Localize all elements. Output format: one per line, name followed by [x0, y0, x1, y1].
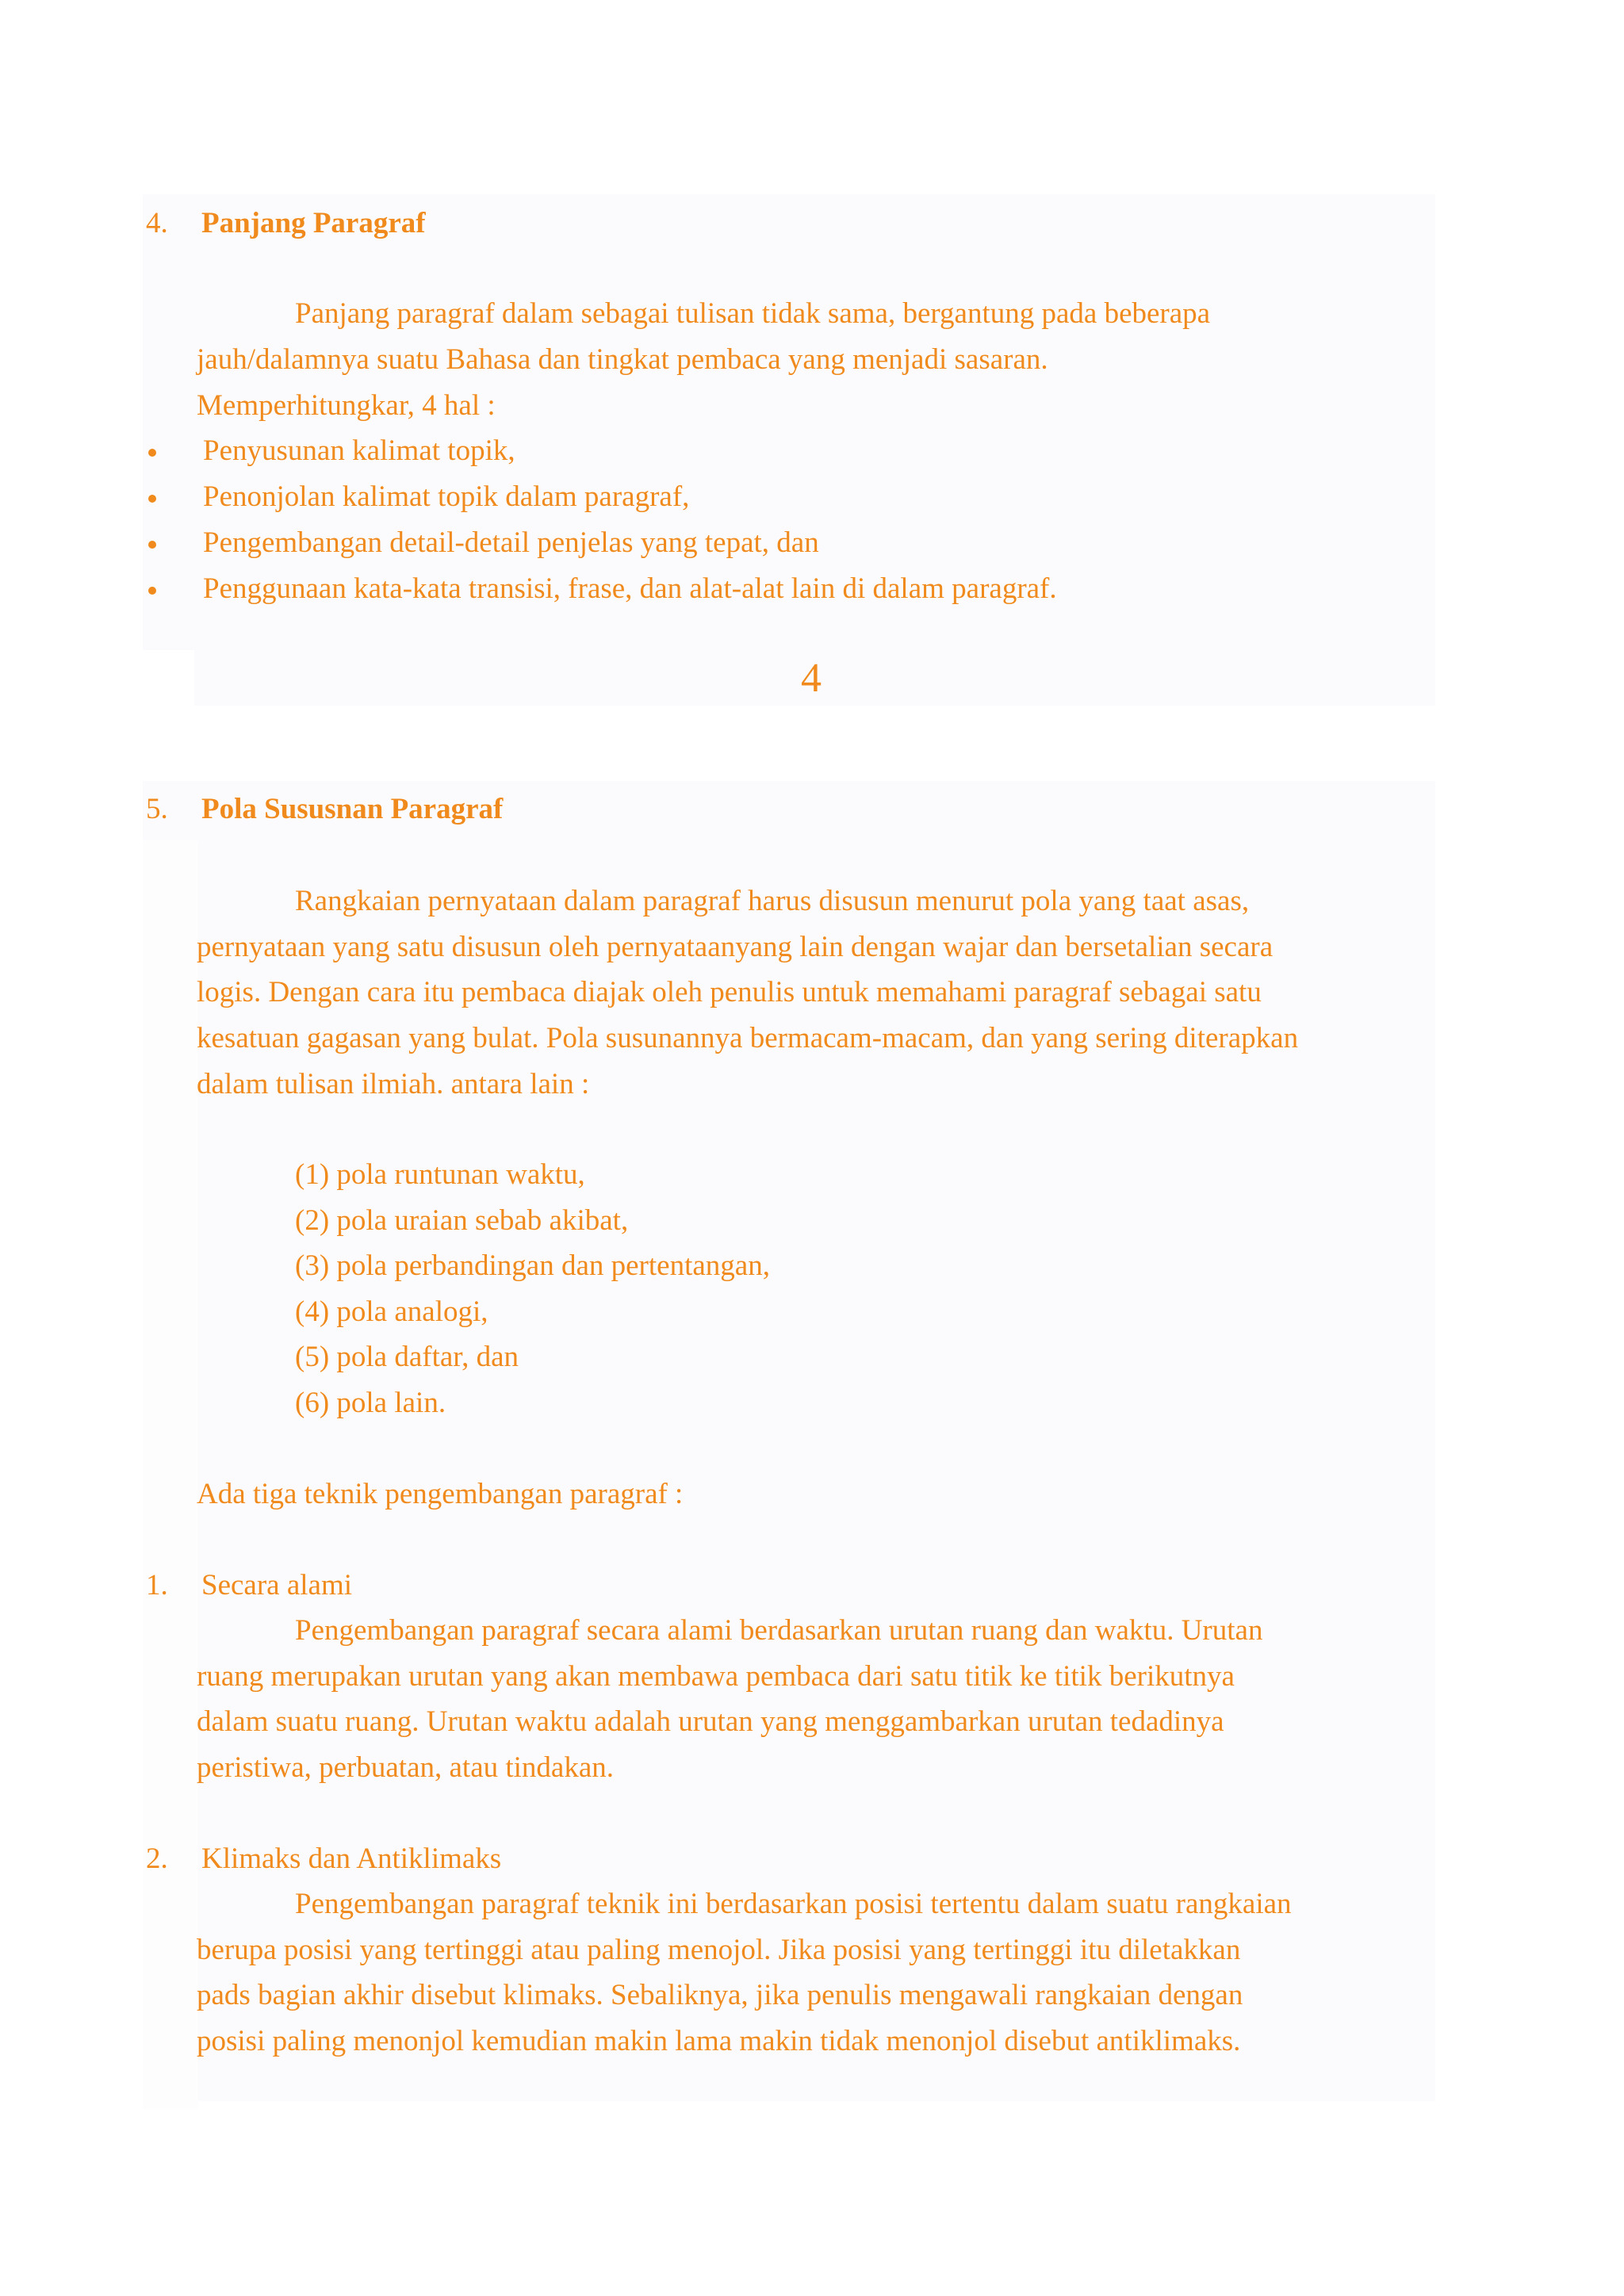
technique-1-line: peristiwa, perbuatan, atau tindakan. [197, 1751, 615, 1784]
pattern-list-item: (2) pola uraian sebab akibat, [295, 1204, 629, 1237]
pattern-list-item: (5) pola daftar, dan [295, 1341, 519, 1373]
section-4-bullet-item: Penggunaan kata-kata transisi, frase, dan alat-alat lain di dalam paragraf. [203, 572, 1057, 605]
technique-2-number: 2. [146, 1843, 168, 1875]
bullet-dot [148, 449, 156, 457]
bullet-dot [148, 541, 156, 549]
section-5-paragraph-line: kesatuan gagasan yang bulat. Pola susunannya bermacam-macam, dan yang sering diterapkan [197, 1022, 1299, 1054]
technique-1-number: 1. [146, 1569, 168, 1601]
page-number: 4 [801, 656, 822, 701]
section-4-paragraph-line: Panjang paragraf dalam sebagai tulisan tidak sama, bergantung pada beberapa [295, 297, 1211, 330]
technique-2-line: berupa posisi yang tertinggi atau paling menojol. Jika posisi yang tertinggi itu diletakkan [197, 1934, 1241, 1966]
section-4-paragraph-line: Memperhitungkar, 4 hal : [197, 389, 496, 422]
section-4-bullet-item: Penyusunan kalimat topik, [203, 434, 515, 467]
technique-1-title: Secara alami [201, 1569, 353, 1601]
technique-2-line: pads bagian akhir disebut klimaks. Sebaliknya, jika penulis mengawali rangkaian dengan [197, 1979, 1243, 2011]
section-4-number: 4. [146, 207, 168, 239]
section-4-bullet-item: Pengembangan detail-detail penjelas yang tepat, dan [203, 526, 819, 559]
section-5-title: Pola Sususnan Paragraf [201, 793, 504, 825]
technique-2-title: Klimaks dan Antiklimaks [201, 1843, 502, 1875]
techniques-intro: Ada tiga teknik pengembangan paragraf : [197, 1478, 684, 1510]
pattern-list-item: (4) pola analogi, [295, 1295, 488, 1328]
section-5-paragraph-line: Rangkaian pernyataan dalam paragraf harus disusun menurut pola yang taat asas, [295, 885, 1250, 917]
pattern-list-item: (1) pola runtunan waktu, [295, 1158, 585, 1191]
section-5-paragraph-line: pernyataan yang satu disusun oleh pernyataanyang lain dengan wajar dan bersetalian secara [197, 931, 1274, 963]
technique-1-line: dalam suatu ruang. Urutan waktu adalah urutan yang menggambarkan urutan tedadinya [197, 1705, 1224, 1738]
section-5-number: 5. [146, 793, 168, 825]
section-4-title: Panjang Paragraf [201, 207, 426, 239]
technique-2-line: posisi paling menonjol kemudian makin lama makin tidak menonjol disebut antiklimaks. [197, 2025, 1241, 2057]
shaded-block [143, 840, 198, 2109]
section-4-paragraph-line: jauh/dalamnya suatu Bahasa dan tingkat pembaca yang menjadi sasaran. [197, 343, 1048, 376]
technique-2-line: Pengembangan paragraf teknik ini berdasarkan posisi tertentu dalam suatu rangkaian [295, 1888, 1292, 1920]
section-4-bullet-item: Penonjolan kalimat topik dalam paragraf, [203, 480, 690, 513]
section-5-paragraph-line: dalam tulisan ilmiah. antara lain : [197, 1068, 590, 1100]
bullet-dot [148, 587, 156, 595]
bullet-dot [148, 495, 156, 503]
technique-1-line: Pengembangan paragraf secara alami berdasarkan urutan ruang dan waktu. Urutan [295, 1614, 1263, 1647]
section-5-paragraph-line: logis. Dengan cara itu pembaca diajak oleh penulis untuk memahami paragraf sebagai satu [197, 976, 1262, 1008]
pattern-list-item: (6) pola lain. [295, 1387, 446, 1419]
pattern-list-item: (3) pola perbandingan dan pertentangan, [295, 1249, 770, 1282]
technique-1-line: ruang merupakan urutan yang akan membawa pembaca dari satu titik ke titik berikutnya [197, 1660, 1235, 1693]
